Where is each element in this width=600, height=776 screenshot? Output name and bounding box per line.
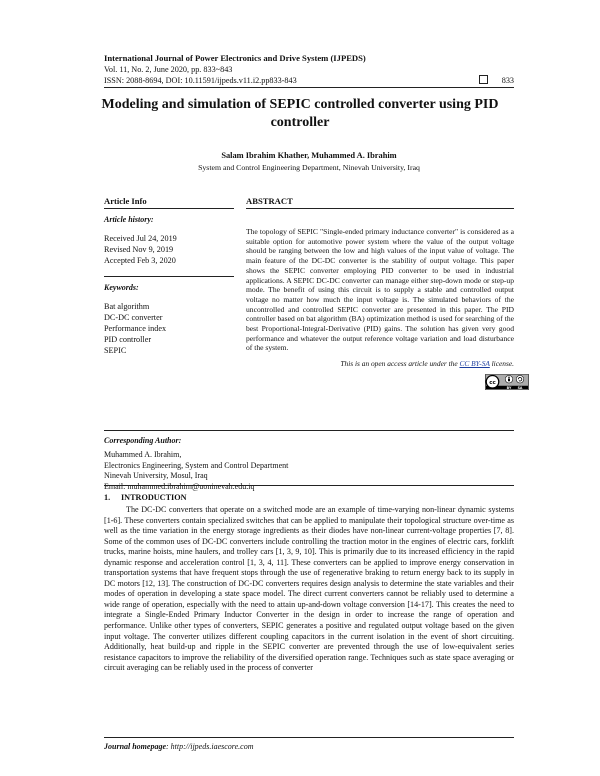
keyword-item: SEPIC bbox=[104, 346, 127, 355]
license-prefix: This is an open access article under the bbox=[340, 359, 460, 369]
paper-affiliation: System and Control Engineering Department, Ninevah University, Iraq bbox=[198, 163, 420, 172]
footer-label: Journal homepage bbox=[104, 742, 167, 751]
by-person-body bbox=[508, 379, 510, 382]
license-suffix: license. bbox=[489, 359, 514, 369]
article-history-heading: Article history: bbox=[104, 215, 154, 224]
corresponding-divider-top bbox=[104, 430, 514, 431]
keyword-item: Bat algorithm bbox=[104, 302, 150, 311]
square-bullet-icon bbox=[479, 75, 488, 84]
by-person-head bbox=[508, 376, 510, 378]
journal-header bbox=[104, 53, 514, 86]
badge-sa-text: SA bbox=[517, 385, 523, 390]
header-rule bbox=[104, 87, 514, 88]
volume-line: Vol. 11, No. 2, June 2020, pp. 833~843 bbox=[104, 65, 233, 74]
paper-title: Modeling and simulation of SEPIC controlled converter using PID controller bbox=[101, 97, 499, 130]
history-accepted: Accepted Feb 3, 2020 bbox=[104, 256, 176, 265]
history-received: Received Jul 24, 2019 bbox=[104, 234, 177, 243]
page-number: 833 bbox=[501, 76, 514, 85]
abstract-column bbox=[246, 196, 514, 368]
journal-name: International Journal of Power Electronics and Drive System (IJPEDS) bbox=[104, 53, 366, 63]
keywords-divider bbox=[104, 276, 234, 277]
footer-url[interactable]: : http://ijpeds.iaescore.com bbox=[166, 742, 254, 751]
page-number-group bbox=[479, 75, 514, 86]
corresponding-email: Email: muhammed.ibrahim@uoninevah.edu.iq bbox=[104, 481, 255, 491]
section-title: INTRODUCTION bbox=[121, 493, 187, 502]
article-history-list bbox=[104, 233, 234, 266]
corresponding-divider-bottom bbox=[104, 485, 514, 486]
keyword-item: Performance index bbox=[104, 324, 167, 333]
keyword-item: DC-DC converter bbox=[104, 313, 163, 322]
share-alike-icon bbox=[516, 376, 524, 384]
keyword-item: PID controller bbox=[104, 335, 152, 344]
journal-homepage-footer bbox=[104, 742, 253, 751]
keywords-heading: Keywords: bbox=[104, 283, 139, 292]
license-statement bbox=[246, 359, 514, 368]
abstract-heading: ABSTRACT bbox=[246, 196, 514, 209]
license-link[interactable]: CC BY-SA bbox=[459, 359, 490, 369]
issn-doi-line: ISSN: 2088-8694, DOI: 10.11591/ijpeds.v11.i2.pp833-843 bbox=[104, 76, 297, 85]
section-number: 1. bbox=[104, 493, 111, 502]
cc-by-sa-badge[interactable] bbox=[485, 370, 529, 394]
keywords-list bbox=[104, 301, 234, 356]
issn-row bbox=[104, 75, 514, 86]
corresponding-author-block bbox=[104, 436, 514, 492]
corresponding-heading: Corresponding Author: bbox=[104, 436, 182, 445]
corresponding-institution: Ninevah University, Mosul, Iraq bbox=[104, 471, 208, 481]
article-info-heading: Article Info bbox=[104, 196, 234, 209]
paper-authors: Salam Ibrahim Khather, Muhammed A. Ibrahim bbox=[221, 151, 397, 160]
corresponding-name: Muhammed A. Ibrahim, bbox=[104, 450, 182, 460]
corresponding-department: Electronics Engineering, System and Control Department bbox=[104, 460, 289, 470]
introduction-paragraph: The DC-DC converters that operate on a switched mode are an example of time-varying non-linear dynamic systems [1-6]. These converters contain specialized switches that can be applied to manipulate their topological structure over-time as well as the time variation in the energy storage ingredients as their diodes have non-linear current-voltage properties [7, 8]. Some of the common uses of DC-DC converters include controlling the traction motor in the engines of electric cars, forklift trucks, marine hoists, mine haulers, and trolley cars [1, 3, 9, 10]. This is primarily due to its increased efficiency in the rapid dynamic response and acceleration control [1, 3, 4, 11]. These converters can be applied to improve energy conservation in transportation systems that have frequent stops through the use of regenerative braking to return energy back to its supply in DC motors [12, 13]. The construction of DC-DC converters requires design analysis to determine the state variables and their modes of operation in developing a state space model. The direct current converters cannot be reliably used to determine a wide range of operation, especially with the need to attain up-and-down voltage conversion [14-17]. This creates the need to integrate a Single-Ended Primary Inductor Converter in the design in order to increase the range of operation and performance. Unlike other types of converters, SEPIC generates a positive and regulated output voltage based on the given input voltage. The converter utilizes different coupling capacitors in the current isolation in the event of short circuiting. Additionally, heat build-up and ripple in the SEPIC converter are prevented through the use of low-equivalent series resistance capacitors to improve the reliability of the diversified operation range. Techniques such as state space averaging or circuit averaging can be reliably used in the process of converter bbox=[104, 505, 514, 673]
section-heading-introduction bbox=[104, 493, 187, 502]
badge-cc-text: cc bbox=[489, 380, 496, 386]
badge-by-text: BY bbox=[506, 385, 512, 390]
footer-rule bbox=[104, 737, 514, 738]
history-revised: Revised Nov 9, 2019 bbox=[104, 245, 174, 254]
abstract-text: The topology of SEPIC "Single-ended primary inductance converter" is considered as a suitable option for automotive power system where the value of the output voltage should be ranging between the low and high values of the input value of voltage. The main feature of the DC-DC converter is the stability of output voltage. This paper shows the SEPIC converter employing PID converter to be used in industrial applications. A SEPIC DC-DC converter can manage either step-down mode or step-up mode. The benefit of using this circuit is to supply a stable and controlled output voltage no matter how much the input voltage is. The simulated behaviors of the uncontrolled and controlled SEPIC converter are presented in this paper. The PID controller based on bat algorithm (BA) optimization method is used for searching of the best Proportional-Integral-Derivative (PID) gains. The solution has given very good performance and whatever the output reference voltage variation and load disturbance of the system. bbox=[246, 227, 514, 353]
article-info-column bbox=[104, 196, 234, 356]
